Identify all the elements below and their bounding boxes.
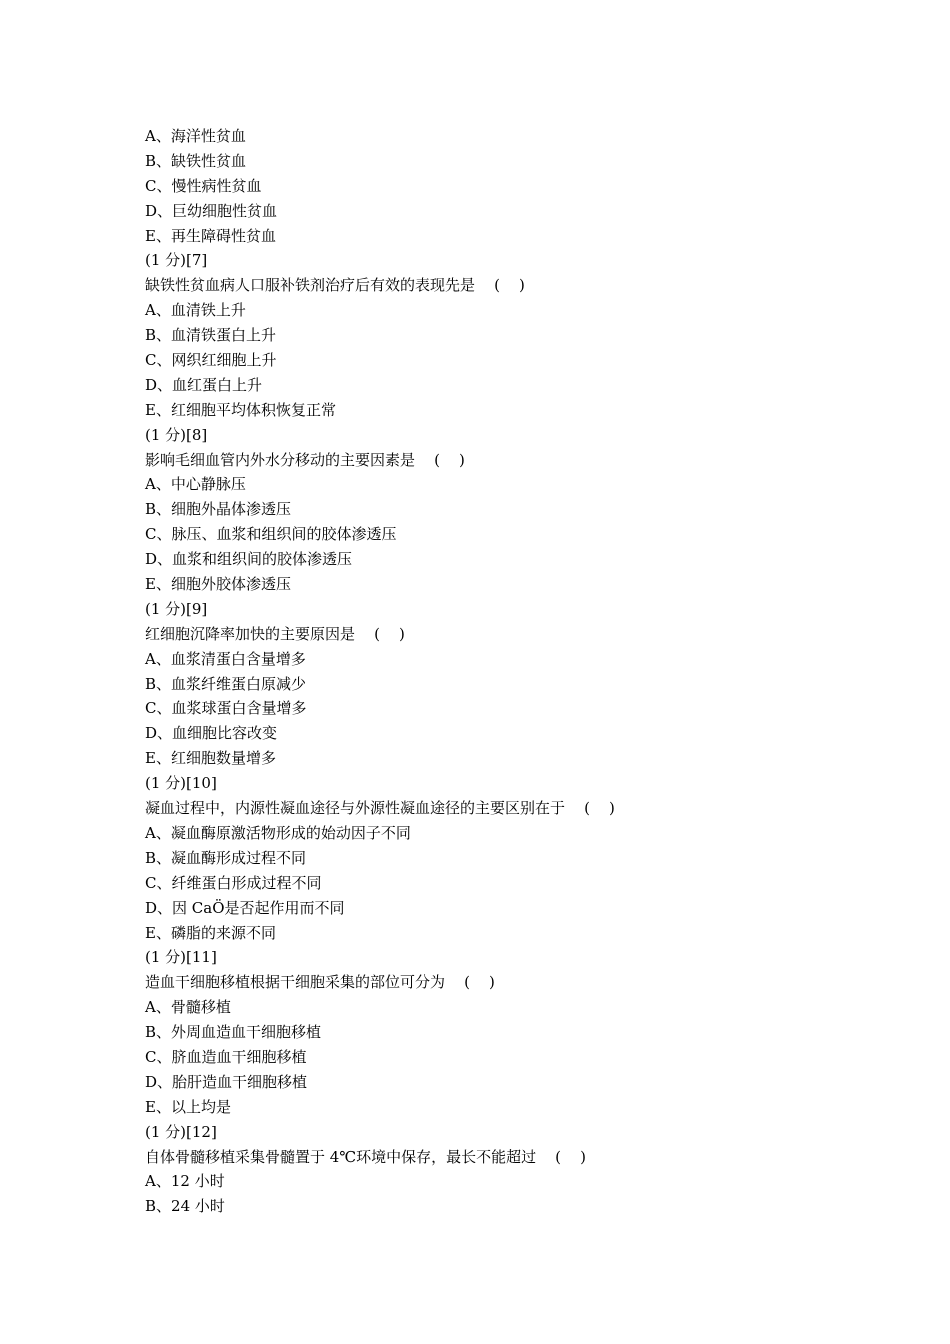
option-line: B、血浆纤维蛋白原减少: [145, 674, 307, 693]
question-number: (1 分)[12]: [145, 1122, 217, 1141]
option-line: E、以上均是: [145, 1097, 231, 1116]
option-line: E、再生障碍性贫血: [145, 226, 276, 245]
document-body: [145, 124, 845, 1219]
option-line: D、巨幼细胞性贫血: [145, 201, 278, 220]
option-line: A、血清铁上升: [145, 301, 246, 320]
option-line: A、12 小时: [145, 1172, 225, 1191]
option-line: E、细胞外胶体渗透压: [145, 575, 291, 594]
option-line: B、缺铁性贫血: [145, 151, 247, 170]
option-line: D、血细胞比容改变: [145, 724, 278, 743]
question-text: 凝血过程中，内源性凝血途径与外源性凝血途径的主要区别在于 ( ): [145, 799, 615, 818]
option-line: C、脐血造血干细胞移植: [145, 1047, 307, 1066]
question-number: (1 分)[8]: [145, 425, 208, 444]
option-line: B、细胞外晶体渗透压: [145, 500, 292, 519]
question-number: (1 分)[11]: [145, 948, 217, 967]
question-text: 影响毛细血管内外水分移动的主要因素是 ( ): [145, 450, 465, 469]
option-line: A、海洋性贫血: [145, 127, 246, 145]
option-line: D、胎肝造血干细胞移植: [145, 1072, 308, 1091]
option-line: D、血红蛋白上升: [145, 375, 263, 394]
option-line: E、磷脂的来源不同: [145, 923, 276, 942]
option-line: D、因 CaÖ是否起作用而不同: [145, 898, 345, 917]
option-line: B、凝血酶形成过程不同: [145, 848, 307, 867]
question-text: 自体骨髓移植采集骨髓置于 4℃环境中保存，最长不能超过 ( ): [145, 1147, 586, 1166]
option-line: B、外周血造血干细胞移植: [145, 1023, 322, 1042]
option-line: C、脉压、血浆和组织间的胶体渗透压: [145, 525, 397, 544]
question-number: (1 分)[7]: [145, 251, 208, 270]
question-number: (1 分)[9]: [145, 599, 208, 618]
option-line: D、血浆和组织间的胶体渗透压: [145, 550, 353, 569]
question-text: 造血干细胞移植根据干细胞采集的部位可分为 ( ): [145, 973, 495, 992]
question-text: 缺铁性贫血病人口服补铁剂治疗后有效的表现先是 ( ): [145, 276, 525, 295]
option-line: A、中心静脉压: [145, 475, 246, 494]
option-line: A、凝血酶原激活物形成的始动因子不同: [145, 823, 411, 842]
option-line: C、血浆球蛋白含量增多: [145, 699, 307, 718]
option-line: A、骨髓移植: [145, 998, 231, 1017]
question-text: 红细胞沉降率加快的主要原因是 ( ): [145, 624, 405, 643]
option-line: C、网织红细胞上升: [145, 351, 277, 370]
option-line: A、血浆清蛋白含量增多: [145, 649, 306, 668]
option-line: C、慢性病性贫血: [145, 176, 262, 195]
option-line: E、红细胞数量增多: [145, 749, 276, 768]
question-number: (1 分)[10]: [145, 774, 217, 793]
option-line: B、血清铁蛋白上升: [145, 326, 277, 345]
option-line: E、红细胞平均体积恢复正常: [145, 400, 336, 419]
option-line: B、24 小时: [145, 1197, 225, 1216]
option-line: C、纤维蛋白形成过程不同: [145, 873, 322, 892]
